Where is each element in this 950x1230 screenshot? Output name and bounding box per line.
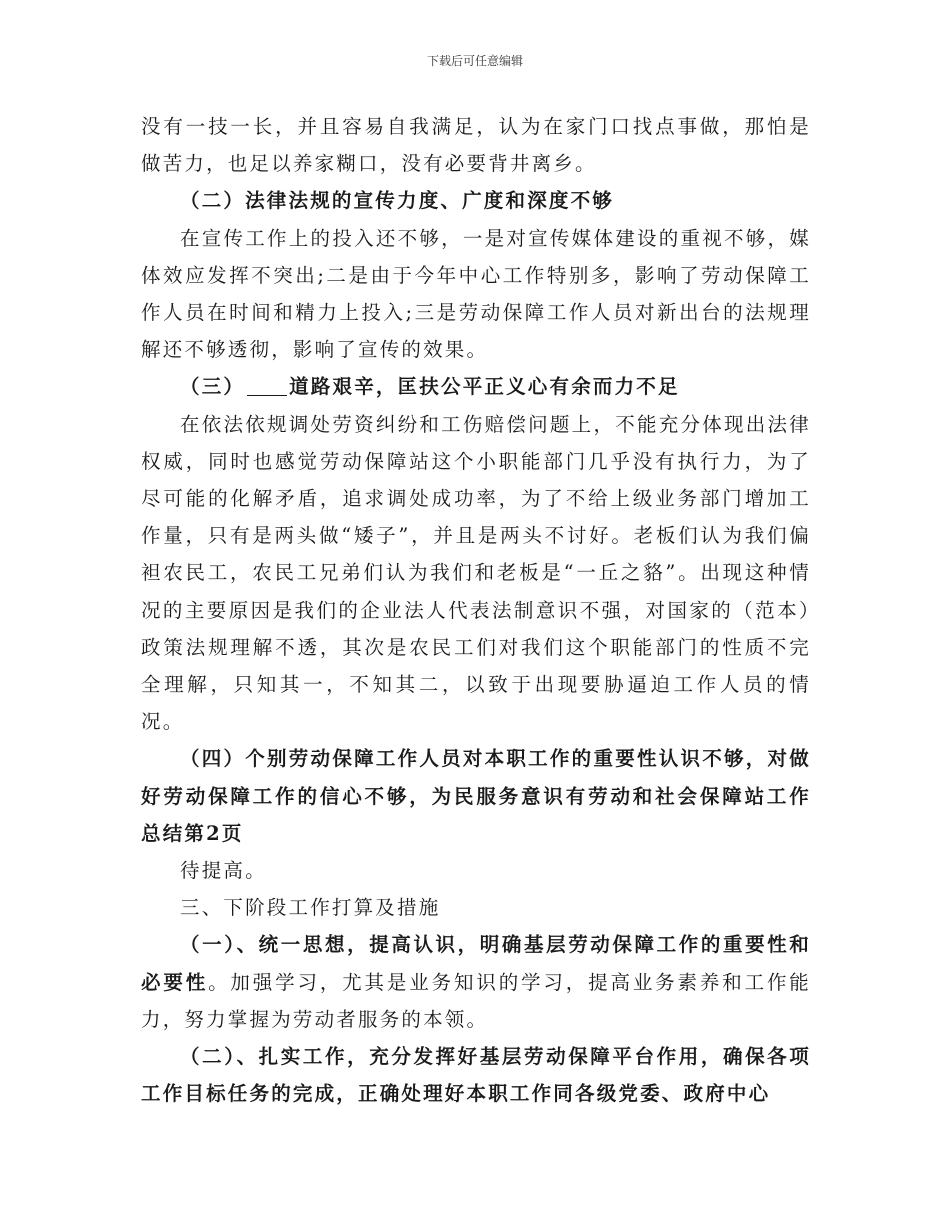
section-next-steps: 三、下阶段工作打算及措施 <box>180 896 441 920</box>
measure-one-title: （一）、统一思想，提高认识，明确基层劳动保障工作的重要性和必要性 <box>141 933 811 994</box>
measure-two-title: （二）、扎实工作，充分发挥好基层劳动保障平台作用，确保各项工作目标任务的完成，正确处理好本职工作同各级党委、政府中心 <box>141 1045 811 1106</box>
blank-underline <box>247 376 287 397</box>
measure-one-text: 。加强学习，尤其是业务知识的学习，提高业务素养和工作能力，努力掌握为劳动者服务的本领。 <box>141 970 811 1031</box>
heading-publicity: （二）法律法规的宣传力度、广度和深度不够 <box>180 189 615 213</box>
document-body <box>141 108 811 1112</box>
heading-staff-awareness: （四）个别劳动保障工作人员对本职工作的重要性认识不够，对做好劳动保障工作的信心不够，为民服务意识有劳动和社会保障站工作总结第2页 <box>141 747 811 845</box>
paragraph-publicity: 在宣传工作上的投入还不够，一是对宣传媒体建设的重视不够，媒体效应发挥不突出;二是由于今年中心工作特别多，影响了劳动保障工作人员在时间和精力上投入;三是劳动保障工作人员对新出台的法规理解还不够透彻，影响了宣传的效果。 <box>141 226 811 362</box>
paragraph-justice: 在依法依规调处劳资纠纷和工伤赔偿问题上，不能充分体现出法律权威，同时也感觉劳动保障站这个小职能部门几乎没有执行力，为了尽可能的化解矛盾，追求调处成功率，为了不给上级业务部门增加工作量，只有是两头做“矮子”，并且是两头不讨好。老板们认为我们偏袒农民工，农民工兄弟们认为我们和老板是“一丘之貉”。出现这种情况的主要原因是我们的企业法人代表法制意识不强，对国家的（范本）政策法规理解不透，其次是农民工们对我们这个职能部门的性质不完全理解，只知其一，不知其二，以致于出现要胁逼迫工作人员的情况。 <box>141 412 811 734</box>
heading-justice <box>141 368 811 405</box>
measure-one <box>141 926 811 1038</box>
paragraph-improve: 待提高。 <box>180 859 267 883</box>
paragraph-continuation: 没有一技一长，并且容易自我满足，认为在家门口找点事做，那怕是做苦力，也足以养家糊口，没有必要背井离乡。 <box>141 115 811 176</box>
heading-justice-suffix: 道路艰辛，匡扶公平正义心有余而力不足 <box>289 375 680 399</box>
heading-justice-prefix: （三） <box>180 375 246 399</box>
page-header: 下载后可任意编辑 <box>426 54 523 68</box>
